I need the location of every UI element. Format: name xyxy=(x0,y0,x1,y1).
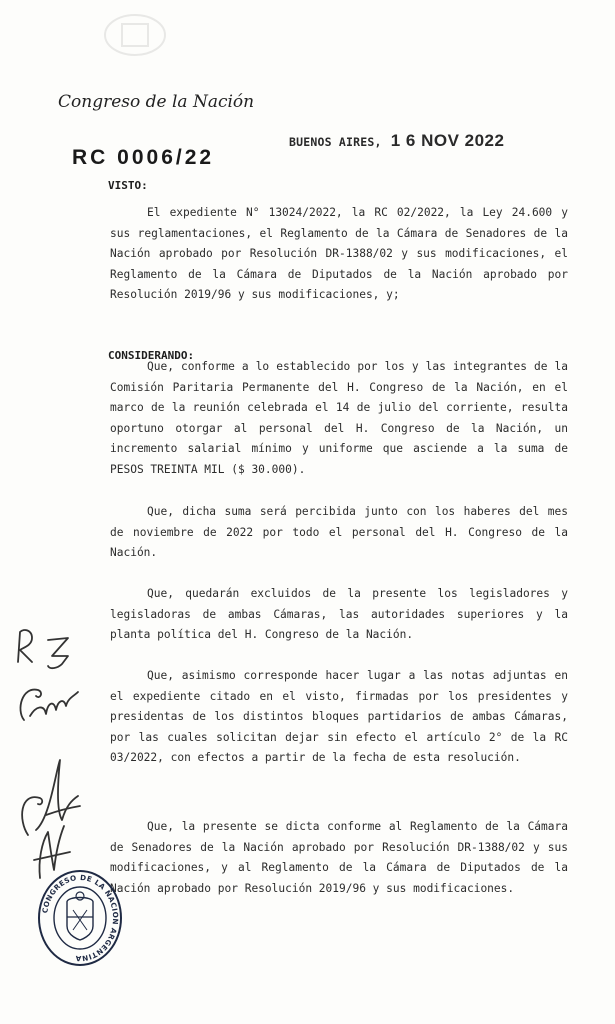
letterhead: Congreso de la Nación xyxy=(58,92,255,112)
official-seal xyxy=(37,868,123,968)
visto-paragraph: El expediente N° 13024/2022, la RC 02/2022, la Ley 24.600 y sus reglamentaciones, el Reglamento de la Cámara de Senadores de la Nación aprobado por Resolución DR-1388/02 y sus modificaciones, el Reglamento de la Cámara de Diputados de la Nación aprobado por Resolución 2019/96 y sus modificaciones, y; xyxy=(110,206,568,301)
coat-of-arms-icon xyxy=(67,892,93,940)
resolution-number: RC 0006/22 xyxy=(72,146,215,169)
date-stamp: 1 6 NOV 2022 xyxy=(390,131,505,150)
margin-signatures xyxy=(10,620,100,880)
considerando-paragraph-4: Que, asimismo corresponde hacer lugar a las notas adjuntas en el expediente citado en el visto, firmadas por los presidentes y presidentas de los distintos bloques partidarios de ambas Cámaras, por las cuales solicitan dejar sin efecto el artículo 2° de la RC 03/2022, con efectos a partir de la fecha de esta resolución. xyxy=(110,669,568,764)
signature-3 xyxy=(22,760,80,835)
considerando-paragraph-3: Que, quedarán excluidos de la presente los legisladores y legisladoras de ambas Cámaras, las autoridades superiores y la planta política del H. Congreso de la Nación. xyxy=(110,587,568,641)
place: BUENOS AIRES, xyxy=(289,135,382,149)
initials-r xyxy=(18,630,32,662)
signature-2 xyxy=(20,690,78,720)
initials-z xyxy=(48,638,68,668)
visto-heading: VISTO: xyxy=(108,179,148,192)
faint-watermark-emblem xyxy=(100,10,170,60)
seal-text: CONGRESO DE LA NACION ARGENTINA xyxy=(40,872,121,964)
considerando-heading: CONSIDERANDO: xyxy=(108,349,195,362)
considerando-paragraph-1: Que, conforme a lo establecido por los y las integrantes de la Comisión Paritaria Permanente del H. Congreso de la Nación, en el marco de la reunión celebrada el 14 de julio del corriente, resulta oportuno otorgar al personal del H. Congreso de la Nación, un incremento salarial mínimo y uniforme que asciende a la suma de PESOS TREINTA MIL ($ 30.000). xyxy=(110,360,568,476)
considerando-paragraph-2: Que, dicha suma será percibida junto con los haberes del mes de noviembre de 2022 por todo el personal del H. Congreso de la Nación. xyxy=(110,505,568,559)
place-date-line xyxy=(289,131,504,151)
considerando-paragraph-5: Que, la presente se dicta conforme al Reglamento de la Cámara de Senadores de la Nación aprobado por Resolución DR-1388/02 y sus modificaciones, y al Reglamento de la Cámara de Diputados de la Nación aprobado por Resolución 2019/96 y sus modificaciones. xyxy=(110,820,568,895)
